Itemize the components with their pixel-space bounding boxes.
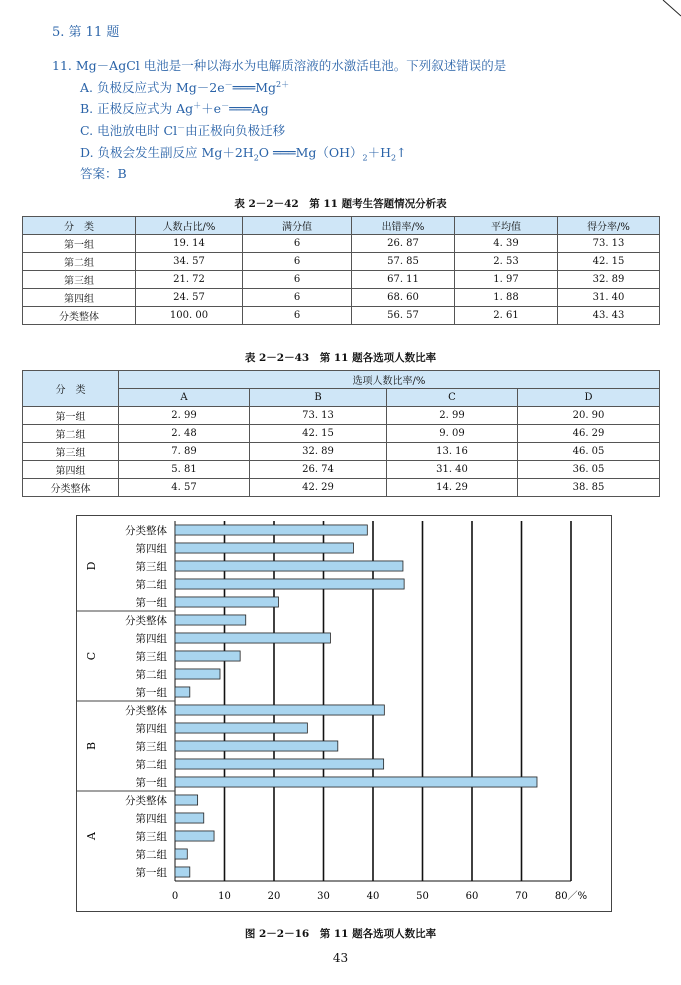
table42-row-label: 第三组 [23,271,136,289]
category-label: 第三组 [135,741,167,753]
table42-row [23,289,660,307]
table42-row [23,271,660,289]
bar [175,723,307,733]
bar [175,543,353,553]
category-label: 第三组 [135,831,167,843]
x-tick-label: 50 [416,891,429,902]
table42-cell: 19. 14 [136,235,243,253]
table42-cell: 4. 39 [455,235,558,253]
option-text: ＋H [367,145,392,160]
question-number: 11. [52,58,72,73]
bar [175,633,330,643]
table42-row-label: 分类整体 [23,307,136,325]
section-title: 5. 第 11 题 [52,25,120,40]
option-text: ＋e [201,101,222,116]
option-sub: 2 [362,153,368,163]
option-sup: 2＋ [276,79,290,89]
bar [175,831,214,841]
category-label: 分类整体 [125,705,167,717]
category-label: 第一组 [135,597,167,609]
bar [175,759,384,769]
figure-caption: 图 2－2－16 第 11 题各选项人数比率 [244,928,437,940]
page-number: 43 [332,951,349,965]
bar-chart [76,515,612,912]
question-stem [52,56,506,74]
category-label: 第四组 [135,633,167,645]
bar [175,651,240,661]
x-tick-label: 40 [366,891,380,902]
table43-cell: 46. 29 [518,425,660,443]
option-sup: － [221,100,230,110]
category-label: 第四组 [135,813,167,825]
x-tick-label: 80／% [554,891,588,902]
table42-row-label: 第一组 [23,235,136,253]
table42-cell: 32. 89 [558,271,660,289]
table42-cell: 2. 61 [455,307,558,325]
category-label: 第二组 [135,849,167,861]
bar [175,867,190,877]
bar [175,741,338,751]
bar [175,777,537,787]
table43-row [23,443,660,461]
group-label: D [85,561,98,571]
table43-caption: 表 2－2－43 第 11 题各选项人数比率 [244,352,437,364]
option-text: 电池放电时 Cl [97,123,178,138]
table43-cell: 42. 15 [250,425,387,443]
option-text: 负极反应式为 Mg－2e [97,80,225,95]
table43-cell: 13. 16 [387,443,518,461]
bar [175,669,220,679]
option-letter: A. [80,80,94,95]
table43-cell: 32. 89 [250,443,387,461]
table43-row-label: 第四组 [23,461,119,479]
bar [175,525,367,535]
option-sup: － [177,122,186,132]
group-label: C [85,651,98,661]
table42-cell: 1. 97 [455,271,558,289]
category-label: 第二组 [135,759,167,771]
table42-header: 人数占比/% [136,217,243,235]
table42-cell: 43. 43 [558,307,660,325]
option-text: ↑ [396,145,407,160]
table42-header: 满分值 [243,217,352,235]
table42-cell: 57. 85 [352,253,455,271]
table42-row-label: 第二组 [23,253,136,271]
table43-cell: 20. 90 [518,407,660,425]
category-label: 第一组 [135,687,167,699]
table42-cell: 6 [243,271,352,289]
x-tick-label: 60 [465,891,479,902]
table43-cell: 42. 29 [250,479,387,497]
table43-group-header: 选项人数比率/% [119,371,660,389]
x-tick-label: 0 [171,891,179,902]
table42-cell: 21. 72 [136,271,243,289]
bar-chart-frame [76,515,612,912]
table42-cell: 2. 53 [455,253,558,271]
answer: 答案：B [80,166,127,181]
table43-row [23,461,660,479]
table43-cell: 36. 05 [518,461,660,479]
table43-cell: 46. 05 [518,443,660,461]
table43-row-label: 第三组 [23,443,119,461]
option-sup: － [224,79,233,89]
category-label: 第四组 [135,543,167,555]
table42-row-label: 第四组 [23,289,136,307]
option-c [80,121,285,139]
category-label: 分类整体 [125,795,167,807]
table43-row-label: 第一组 [23,407,119,425]
bar [175,705,384,715]
option-sub: 2 [391,153,397,163]
corner-fold-line [661,0,681,20]
table42-cell: 73. 13 [558,235,660,253]
question-stem-text: Mg－AgCl 电池是一种以海水为电解质溶液的水激活电池。下列叙述错误的是 [75,58,507,73]
table42-cell: 67. 11 [352,271,455,289]
bar [175,615,246,625]
table42 [22,216,660,325]
table42-header: 得分率/% [558,217,660,235]
table43-cell: 38. 85 [518,479,660,497]
category-label: 分类整体 [125,615,167,627]
option-sup: ＋ [193,100,202,110]
table43-header: A [119,389,250,407]
table43-corner-header: 分 类 [23,371,119,407]
bar [175,579,404,589]
option-text: 负极会发生副反应 Mg＋2H [97,145,254,160]
table43-header: B [250,389,387,407]
group-label: B [85,741,98,751]
table42-cell: 56. 57 [352,307,455,325]
table42-cell: 24. 57 [136,289,243,307]
table43-row-label: 第二组 [23,425,119,443]
table43-cell: 5. 81 [119,461,250,479]
table42-header: 分 类 [23,217,136,235]
category-label: 第三组 [135,561,167,573]
group-label: A [85,832,98,840]
table43-cell: 2. 99 [119,407,250,425]
bar [175,795,198,805]
x-tick-label: 10 [218,891,231,902]
option-b [80,99,269,117]
table43-cell: 9. 09 [387,425,518,443]
x-tick-label: 30 [317,891,330,902]
bar [175,687,190,697]
category-label: 第一组 [135,777,167,789]
option-letter: C. [80,123,94,138]
table43-cell: 2. 99 [387,407,518,425]
table43-cell: 7. 89 [119,443,250,461]
table43-header: C [387,389,518,407]
table43-row [23,479,660,497]
table42-cell: 6 [243,289,352,307]
option-text: 由正极向负极迁移 [185,123,286,138]
category-label: 分类整体 [125,525,167,537]
table43-row [23,407,660,425]
table42-cell: 34. 57 [136,253,243,271]
table42-cell: 26. 87 [352,235,455,253]
option-text: ═══Ag [229,101,269,116]
table42-row [23,235,660,253]
table43-cell: 73. 13 [250,407,387,425]
table42-header: 出错率/% [352,217,455,235]
table43-row [23,425,660,443]
table43 [22,370,660,497]
table43-cell: 26. 74 [250,461,387,479]
table43-header: D [518,389,660,407]
table42-cell: 6 [243,235,352,253]
table42-caption: 表 2－2－42 第 11 题考生答题情况分析表 [234,198,447,210]
table43-cell: 14. 29 [387,479,518,497]
option-a [80,78,289,96]
x-tick-label: 20 [267,891,281,902]
table43-cell: 31. 40 [387,461,518,479]
table42-row [23,253,660,271]
category-label: 第三组 [135,651,167,663]
bar [175,597,278,607]
option-text: O ═══Mg（OH） [258,145,363,160]
table43-cell: 2. 48 [119,425,250,443]
table42-cell: 1. 88 [455,289,558,307]
table42-header: 平均值 [455,217,558,235]
table42-cell: 42. 15 [558,253,660,271]
category-label: 第二组 [135,579,167,591]
category-label: 第四组 [135,723,167,735]
table42-cell: 31. 40 [558,289,660,307]
bar [175,813,204,823]
option-sub: 2 [253,153,259,163]
category-label: 第一组 [135,867,167,879]
option-text: ═══Mg [232,80,277,95]
table42-cell: 6 [243,253,352,271]
bar [175,849,187,859]
option-d [80,143,407,163]
table43-row-label: 分类整体 [23,479,119,497]
table42-cell: 68. 60 [352,289,455,307]
bar [175,561,403,571]
option-text: 正极反应式为 Ag [97,101,194,116]
table42-cell: 6 [243,307,352,325]
x-tick-label: 70 [515,891,528,902]
option-letter: B. [80,101,94,116]
option-letter: D. [80,145,94,160]
table43-cell: 4. 57 [119,479,250,497]
table42-cell: 100. 00 [136,307,243,325]
table42-row [23,307,660,325]
category-label: 第二组 [135,669,167,681]
